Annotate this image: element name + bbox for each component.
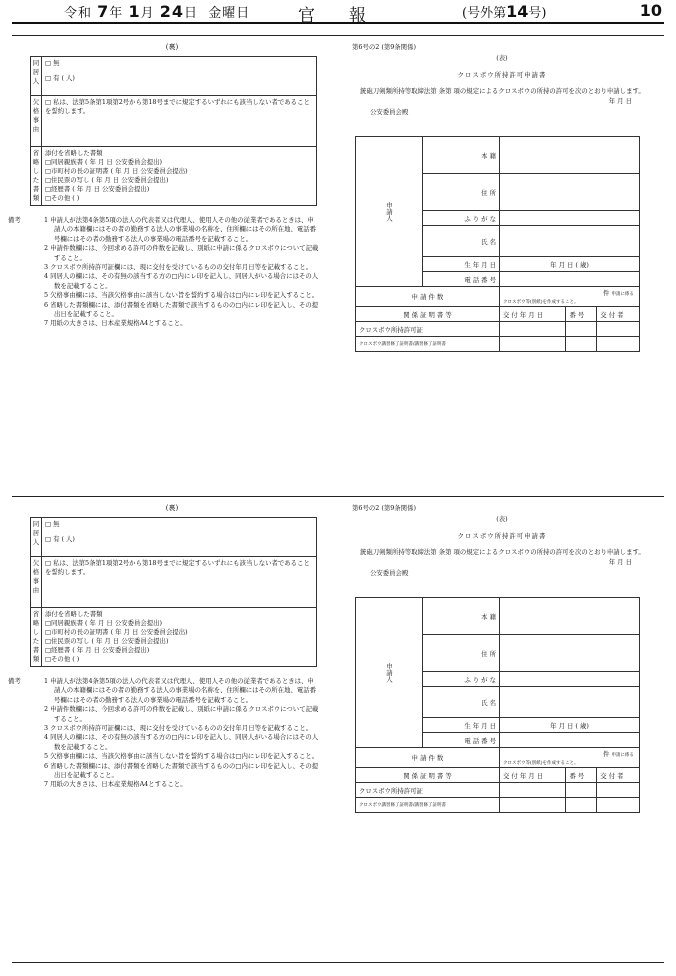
birth-field[interactable]: 年 月 日 ( 歳) xyxy=(500,257,640,272)
birth-label: 生 年 月 日 xyxy=(423,718,500,733)
phone-label: 電 話 番 号 xyxy=(423,733,500,748)
cert-label: 関 係 証 明 書 等 xyxy=(356,307,500,322)
cert-row-course: クロスボウ講習修了証明書/講習修了証明書 xyxy=(356,798,500,813)
note-item: 7 用紙の大きさは、日本産業規格A4とすること。 xyxy=(44,319,187,328)
birth-label: 生 年 月 日 xyxy=(423,257,500,272)
name-field[interactable] xyxy=(500,226,640,257)
furigana-field[interactable] xyxy=(500,672,640,687)
omitted-item[interactable]: □市町村の長の証明書 ( 年 月 日 公安委員会提出) xyxy=(45,628,188,636)
address-field[interactable] xyxy=(500,635,640,672)
omitted-item[interactable]: □住民票の写し ( 年 月 日 公安委員会提出) xyxy=(45,176,169,184)
note-item: 1 申請人が法第4条第5項の法人の代表者又は代理人、使用人その他の従業者であるときは、申請人の本籍欄にはその者の勤務する法人の事業場の名称を、住所欄にはその所在地、電話番号欄にはその者の勤務する法人の事業場の電話番号を記載すること。 xyxy=(44,216,317,243)
form-number: 第6号の2 (第9条関係) xyxy=(352,43,416,51)
honseki-field[interactable] xyxy=(500,598,640,635)
name-label: 氏 名 xyxy=(423,687,500,718)
notes xyxy=(8,216,320,329)
notes xyxy=(8,677,320,790)
note-item: 7 用紙の大きさは、日本産業規格A4とすること。 xyxy=(44,780,187,789)
gazette-title: 官報 xyxy=(298,6,400,26)
form-intro: 銃砲刀剣類所持等取締法第 条第 項の規定によるクロスボウの所持の許可を次のとおり申請します。 xyxy=(360,87,645,95)
note-item: 6 省略した書類欄には、添付書類を省略した書類で該当するものの□内にレ印を記入し、その提出日を記載すること。 xyxy=(44,761,319,780)
cohabitant-yes[interactable]: □ 有 ( 人) xyxy=(45,74,75,82)
back-table xyxy=(30,56,317,206)
omitted-item[interactable]: □経歴書 ( 年 月 日 公安委員会提出) xyxy=(45,185,150,193)
cert-col-number: 番 号 xyxy=(566,307,597,322)
form-number: 第6号の2 (第9条関係) xyxy=(352,504,416,512)
cert-row-license: クロスボウ所持許可証 xyxy=(356,322,500,337)
note-item: 2 申請件数欄には、今回求める許可の件数を記載し、別紙に申請に係るクロスボウについて記載すること。 xyxy=(44,244,319,262)
disqualification-text[interactable]: □ 私は、法第5条第1項第2号から第18号までに規定するいずれにも該当しない者であることを誓約します。 xyxy=(42,557,317,608)
front-label: (表) xyxy=(496,515,508,523)
front-form xyxy=(352,42,652,347)
back-table xyxy=(30,517,317,667)
cert-row-license: クロスボウ所持許可証 xyxy=(356,783,500,798)
note-item: 5 欠格事由欄には、当該欠格事由に該当しない旨を誓約する場合は□内にレ印を記入すること。 xyxy=(44,752,319,761)
note-item: 4 同居人の欄には、その有無の該当する方の□内にレ印を記入し、同居人がいる場合にはその人数を記載すること。 xyxy=(44,733,319,751)
disqualification-label: 欠格事由 xyxy=(31,557,42,608)
furigana-field[interactable] xyxy=(500,211,640,226)
omitted-label: 省略した書類 xyxy=(31,147,42,206)
cohabitant-label: 同居人 xyxy=(31,518,42,557)
address-field[interactable] xyxy=(500,174,640,211)
disqualification-label: 欠格事由 xyxy=(31,96,42,147)
cert-col-number: 番 号 xyxy=(566,768,597,783)
note-item: 5 欠格事由欄には、当該欠格事由に該当しない旨を誓約する場合は□内にレ印を記入すること。 xyxy=(44,291,319,300)
form-date[interactable]: 年 月 日 xyxy=(608,558,632,566)
form-title: クロスボウ所持許可申請書 xyxy=(457,71,547,79)
omitted-item[interactable]: □同居親族書 ( 年 月 日 公安委員会提出) xyxy=(45,619,163,627)
count-label: 申 請 件 数 xyxy=(356,287,500,307)
note-item: 3 クロスボウ所持許可証欄には、現に交付を受けているものの交付年月日等を記載すること。 xyxy=(44,724,313,733)
omitted-item[interactable]: □経歴書 ( 年 月 日 公安委員会提出) xyxy=(45,646,150,654)
front-label: (表) xyxy=(496,54,508,62)
notes-head: 備考 xyxy=(8,677,21,685)
weekday: 金曜日 xyxy=(208,6,251,21)
omitted-item[interactable]: □住民票の写し ( 年 月 日 公安委員会提出) xyxy=(45,637,169,645)
honseki-label: 本 籍 xyxy=(423,598,500,635)
note-item: 3 クロスボウ所持許可証欄には、現に交付を受けているものの交付年月日等を記載すること。 xyxy=(44,263,313,272)
phone-field[interactable] xyxy=(500,733,640,748)
back-label: (裏) xyxy=(165,504,179,512)
count-field[interactable]: 件 申請に係るクロスボウ等(別紙)を作成すること。 xyxy=(500,748,640,768)
omitted-item[interactable]: □その他 ( ) xyxy=(45,194,80,202)
omitted-item[interactable]: □同居親族書 ( 年 月 日 公安委員会提出) xyxy=(45,158,163,166)
form-title: クロスボウ所持許可申請書 xyxy=(457,532,547,540)
address-label: 住 所 xyxy=(423,635,500,672)
name-label: 氏 名 xyxy=(423,226,500,257)
back-label: (裏) xyxy=(165,43,179,51)
application-table xyxy=(355,597,640,813)
bottom-rule xyxy=(12,962,664,963)
issue-date: 令和 7年 1月 24日 金曜日 xyxy=(64,2,251,21)
era: 令和 xyxy=(64,6,93,21)
cert-row-course: クロスボウ講習修了証明書/講習修了証明書 xyxy=(356,337,500,352)
addressee: 公安委員会殿 xyxy=(370,108,409,116)
cohabitant-none[interactable]: □ 無 xyxy=(45,520,60,528)
applicant-label: 申請人 xyxy=(356,598,423,748)
address-label: 住 所 xyxy=(423,174,500,211)
cert-label: 関 係 証 明 書 等 xyxy=(356,768,500,783)
cohabitant-none[interactable]: □ 無 xyxy=(45,59,60,67)
addressee: 公安委員会殿 xyxy=(370,569,409,577)
cert-col-date: 交 付 年 月 日 xyxy=(500,768,566,783)
omitted-title: 添付を省略した書類 xyxy=(45,610,103,618)
form-copy-1 xyxy=(0,38,676,498)
cohabitant-yes[interactable]: □ 有 ( 人) xyxy=(45,535,75,543)
omitted-title: 添付を省略した書類 xyxy=(45,149,103,157)
form-copy-2 xyxy=(0,499,676,959)
honseki-label: 本 籍 xyxy=(423,137,500,174)
name-field[interactable] xyxy=(500,687,640,718)
note-item: 1 申請人が法第4条第5項の法人の代表者又は代理人、使用人その他の従業者であるときは、申請人の本籍欄にはその者の勤務する法人の事業場の名称を、住所欄にはその所在地、電話番号欄にはその者の勤務する法人の事業場の電話番号を記載すること。 xyxy=(44,677,317,704)
front-form xyxy=(352,503,652,808)
omitted-item[interactable]: □市町村の長の証明書 ( 年 月 日 公安委員会提出) xyxy=(45,167,188,175)
omitted-item[interactable]: □その他 ( ) xyxy=(45,655,80,663)
note-item: 6 省略した書類欄には、添付書類を省略した書類で該当するものの□内にレ印を記入し、その提出日を記載すること。 xyxy=(44,300,319,319)
form-intro: 銃砲刀剣類所持等取締法第 条第 項の規定によるクロスボウの所持の許可を次のとおり申請します。 xyxy=(360,548,645,556)
day: 24 xyxy=(159,2,185,21)
note-item: 2 申請件数欄には、今回求める許可の件数を記載し、別紙に申請に係るクロスボウについて記載すること。 xyxy=(44,705,319,723)
cohabitant-label: 同居人 xyxy=(31,57,42,96)
header-rule xyxy=(12,22,664,24)
notes-head: 備考 xyxy=(8,216,21,224)
furigana-label: ふ り が な xyxy=(423,672,500,687)
furigana-label: ふ り が な xyxy=(423,211,500,226)
count-field[interactable]: 件 申請に係るクロスボウ等(別紙)を作成すること。 xyxy=(500,287,640,307)
cert-col-date: 交 付 年 月 日 xyxy=(500,307,566,322)
middle-rule xyxy=(12,496,664,497)
cert-col-issuer: 交 付 者 xyxy=(597,768,640,783)
count-label: 申 請 件 数 xyxy=(356,748,500,768)
top-rule xyxy=(12,35,664,36)
disqualification-text[interactable]: □ 私は、法第5条第1項第2号から第18号までに規定するいずれにも該当しない者であることを誓約します。 xyxy=(42,96,317,147)
page-number: 10 xyxy=(639,1,662,20)
omitted-label: 省略した書類 xyxy=(31,608,42,667)
year: 7 xyxy=(97,2,110,21)
cert-col-issuer: 交 付 者 xyxy=(597,307,640,322)
phone-field[interactable] xyxy=(500,272,640,287)
issue-number: (号外第14号) xyxy=(462,2,547,21)
birth-field[interactable]: 年 月 日 ( 歳) xyxy=(500,718,640,733)
phone-label: 電 話 番 号 xyxy=(423,272,500,287)
form-date[interactable]: 年 月 日 xyxy=(608,97,632,105)
month: 1 xyxy=(128,2,141,21)
note-item: 4 同居人の欄には、その有無の該当する方の□内にレ印を記入し、同居人がいる場合にはその人数を記載すること。 xyxy=(44,272,319,290)
gazette-header xyxy=(0,0,676,24)
applicant-label: 申請人 xyxy=(356,137,423,287)
honseki-field[interactable] xyxy=(500,137,640,174)
application-table xyxy=(355,136,640,352)
